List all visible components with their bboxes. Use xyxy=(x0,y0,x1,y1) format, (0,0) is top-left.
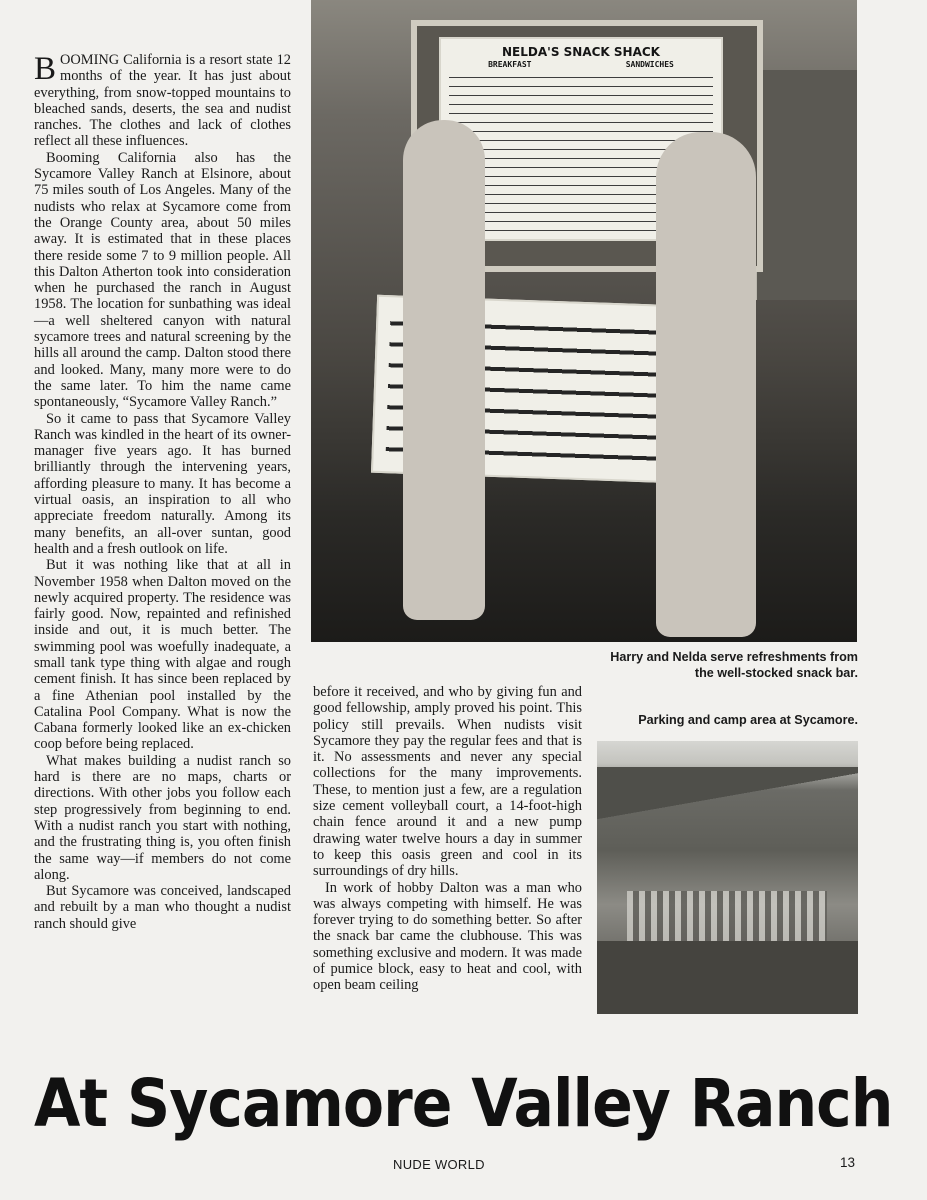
snack-bar-photo xyxy=(311,0,857,642)
article-paragraph: But it was nothing like that at all in November 1958 when Dalton moved on the newly acquired property. The residence was fairly good. Now, repainted and refinished inside and out, it is much better. The swimming pool was woefully inadequate, a small tank type thing with algae and rough cement finish. It has since been replaced by a fine Athenian pool installed by the Catalina Pool Company. What is now the Cabana formerly looked like an ex-chicken coop before being replaced. xyxy=(34,557,291,753)
article-paragraph: What makes building a nudist ranch so hard is there are no maps, charts or directions. With other jobs you follow each step progressively from beginning to end. With a nudist ranch you start with nothing, and the frustrating thing is, you often finish the same way—if members do not come along. xyxy=(34,752,291,883)
menu-title: NELDA'S SNACK SHACK xyxy=(502,45,660,59)
article-paragraph: In work of hobby Dalton was a man who was always competing with himself. He was forever trying to do something better. So after the snack bar came the clubhouse. This was something exclusive and modern. It was made of pumice block, easy to heat and cool, with open beam ceiling xyxy=(313,879,582,994)
parking-camp-photo xyxy=(597,741,858,1014)
article-column-1 xyxy=(34,52,291,932)
article-paragraph: before it received, and who by giving fun and good fellowship, amply proved his point. This policy still prevails. When nudists visit Sycamore they pay the regular fees and that is it. No assessments and never any special collections for the many improvements. These, to mention just a few, are a regulation size cement volleyball court, a 14-foot-high chain fence around it and a new pump drawing water twelve hours a day in summer to keep this oasis green and cool in its surroundings of dry hills. xyxy=(313,684,582,880)
magazine-name: NUDE WORLD xyxy=(393,1157,485,1172)
menu-heading-sandwiches: SANDWICHES xyxy=(625,60,674,69)
photo-caption-parking: Parking and camp area at Sycamore. xyxy=(638,713,858,727)
photo-caption-snack-bar: Harry and Nelda serve refreshments from the well-stocked snack bar. xyxy=(610,650,858,680)
article-paragraph: BOOMING California is a resort state 12 months of the year. It has just about everything, from snow-topped mountains to bleached sands, deserts, the sea and nudist ranches. The clothes and lack of clothes reflect all these influences. xyxy=(34,51,291,150)
article-headline: At Sycamore Valley Ranch xyxy=(34,1065,893,1143)
page-number: 13 xyxy=(840,1155,856,1170)
man-figure xyxy=(656,132,756,637)
menu-heading-breakfast: BREAKFAST xyxy=(488,60,532,69)
article-column-2 xyxy=(313,684,582,994)
article-paragraph: But Sycamore was conceived, landscaped and rebuilt by a man who thought a nudist ranch should give xyxy=(34,883,291,932)
article-paragraph: So it came to pass that Sycamore Valley Ranch was kindled in the heart of its owner-manager five years ago. It has burned brilliantly through the intervening years, affording pleasure to many. It has become a virtual oasis, an inspiration to all who appreciate freedom naturally. Among its many benefits, an all-over suntan, good health and a fresh outlook on life. xyxy=(34,410,291,557)
article-paragraph: Booming California also has the Sycamore Valley Ranch at Elsinore, about 75 miles south of Los Angeles. Many of the nudists who relax at Sycamore come from the Orange County area, about 50 miles away. It is estimated that in these places there reside some 7 to 9 million people. All this Dalton Atherton took into consideration when he purchased the ranch in August 1958. The location for sunbathing was ideal—a well sheltered canyon with natural sycamore trees and natural screening by the hills all around the camp. Dalton stood there and looked. Many, many more were to do the same later. To him the name came spontaneously, “Sycamore Valley Ranch.” xyxy=(34,149,291,411)
drop-cap: B xyxy=(34,51,57,87)
woman-figure xyxy=(403,120,485,620)
